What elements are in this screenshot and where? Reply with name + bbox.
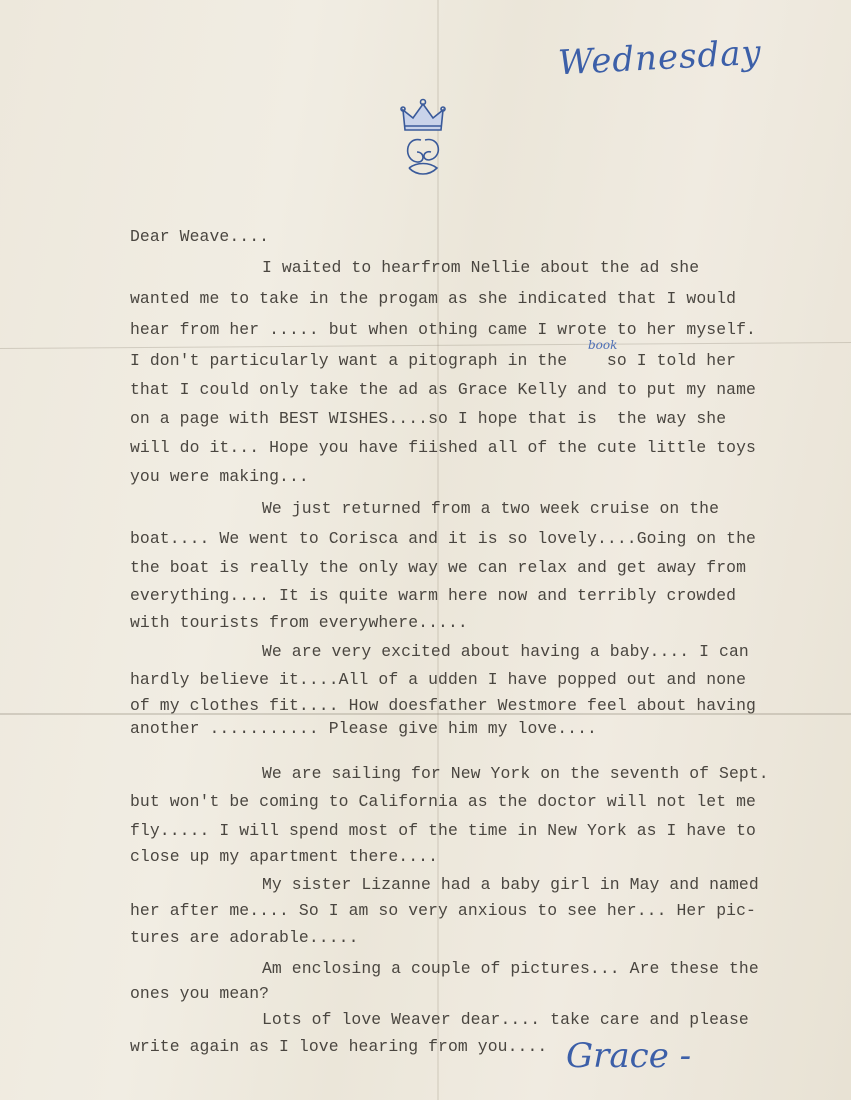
letter-line: you were making... <box>130 467 309 486</box>
letter-line: boat.... We went to Corisca and it is so lovely....Going on the <box>130 529 756 548</box>
crown-monogram-icon <box>395 96 451 178</box>
letter-line: close up my apartment there.... <box>130 847 439 866</box>
letter-line: everything.... It is quite warm here now and terribly crowded <box>130 586 737 605</box>
letter-line: hardly believe it....All of a udden I have popped out and none <box>130 670 747 689</box>
signature: Grace - <box>566 1036 692 1076</box>
letter-line: hear from her ..... but when othing came I wrote to her myself. <box>130 320 756 339</box>
letter-line: We are very excited about having a baby.... I can <box>262 642 749 661</box>
letter-line: another ........... Please give him my love.... <box>130 719 597 738</box>
letter-line: of my clothes fit.... How doesfather Westmore feel about having <box>130 696 756 715</box>
letter-line: We are sailing for New York on the seventh of Sept. <box>262 764 769 783</box>
letter-line: tures are adorable..... <box>130 928 359 947</box>
letter-line: wanted me to take in the progam as she indicated that I would <box>130 289 737 308</box>
letter-line: I waited to hearfrom Nellie about the ad she <box>262 258 700 277</box>
handwritten-date: Wednesday <box>557 32 763 84</box>
letter-line: My sister Lizanne had a baby girl in May and named <box>262 875 759 894</box>
handwritten-insert: book <box>588 338 618 352</box>
letter-line: fly..... I will spend most of the time in New York as I have to <box>130 821 756 840</box>
salutation: Dear Weave.... <box>130 227 270 246</box>
letter-line: I don't particularly want a pitograph in the so I told her <box>130 351 737 370</box>
letter-line: We just returned from a two week cruise on the <box>262 499 720 518</box>
letter-line: the boat is really the only way we can relax and get away from <box>130 558 747 577</box>
letter-line: write again as I love hearing from you.... <box>130 1037 548 1056</box>
letter-line: Lots of love Weaver dear.... take care and please <box>262 1010 749 1029</box>
letter-line: her after me.... So I am so very anxious to see her... Her pic- <box>130 901 756 920</box>
letter-line: ones you mean? <box>130 984 270 1003</box>
letter-line: on a page with BEST WISHES....so I hope that is the way she <box>130 409 727 428</box>
letter-line: will do it... Hope you have fiished all of the cute little toys <box>130 438 756 457</box>
letter-line: with tourists from everywhere..... <box>130 613 468 632</box>
letter-line: that I could only take the ad as Grace Kelly and to put my name <box>130 380 756 399</box>
letter-line: Am enclosing a couple of pictures... Are these the <box>262 959 759 978</box>
fold-crease-horizontal-upper <box>0 342 851 349</box>
letter-line: but won't be coming to California as the doctor will not let me <box>130 792 756 811</box>
